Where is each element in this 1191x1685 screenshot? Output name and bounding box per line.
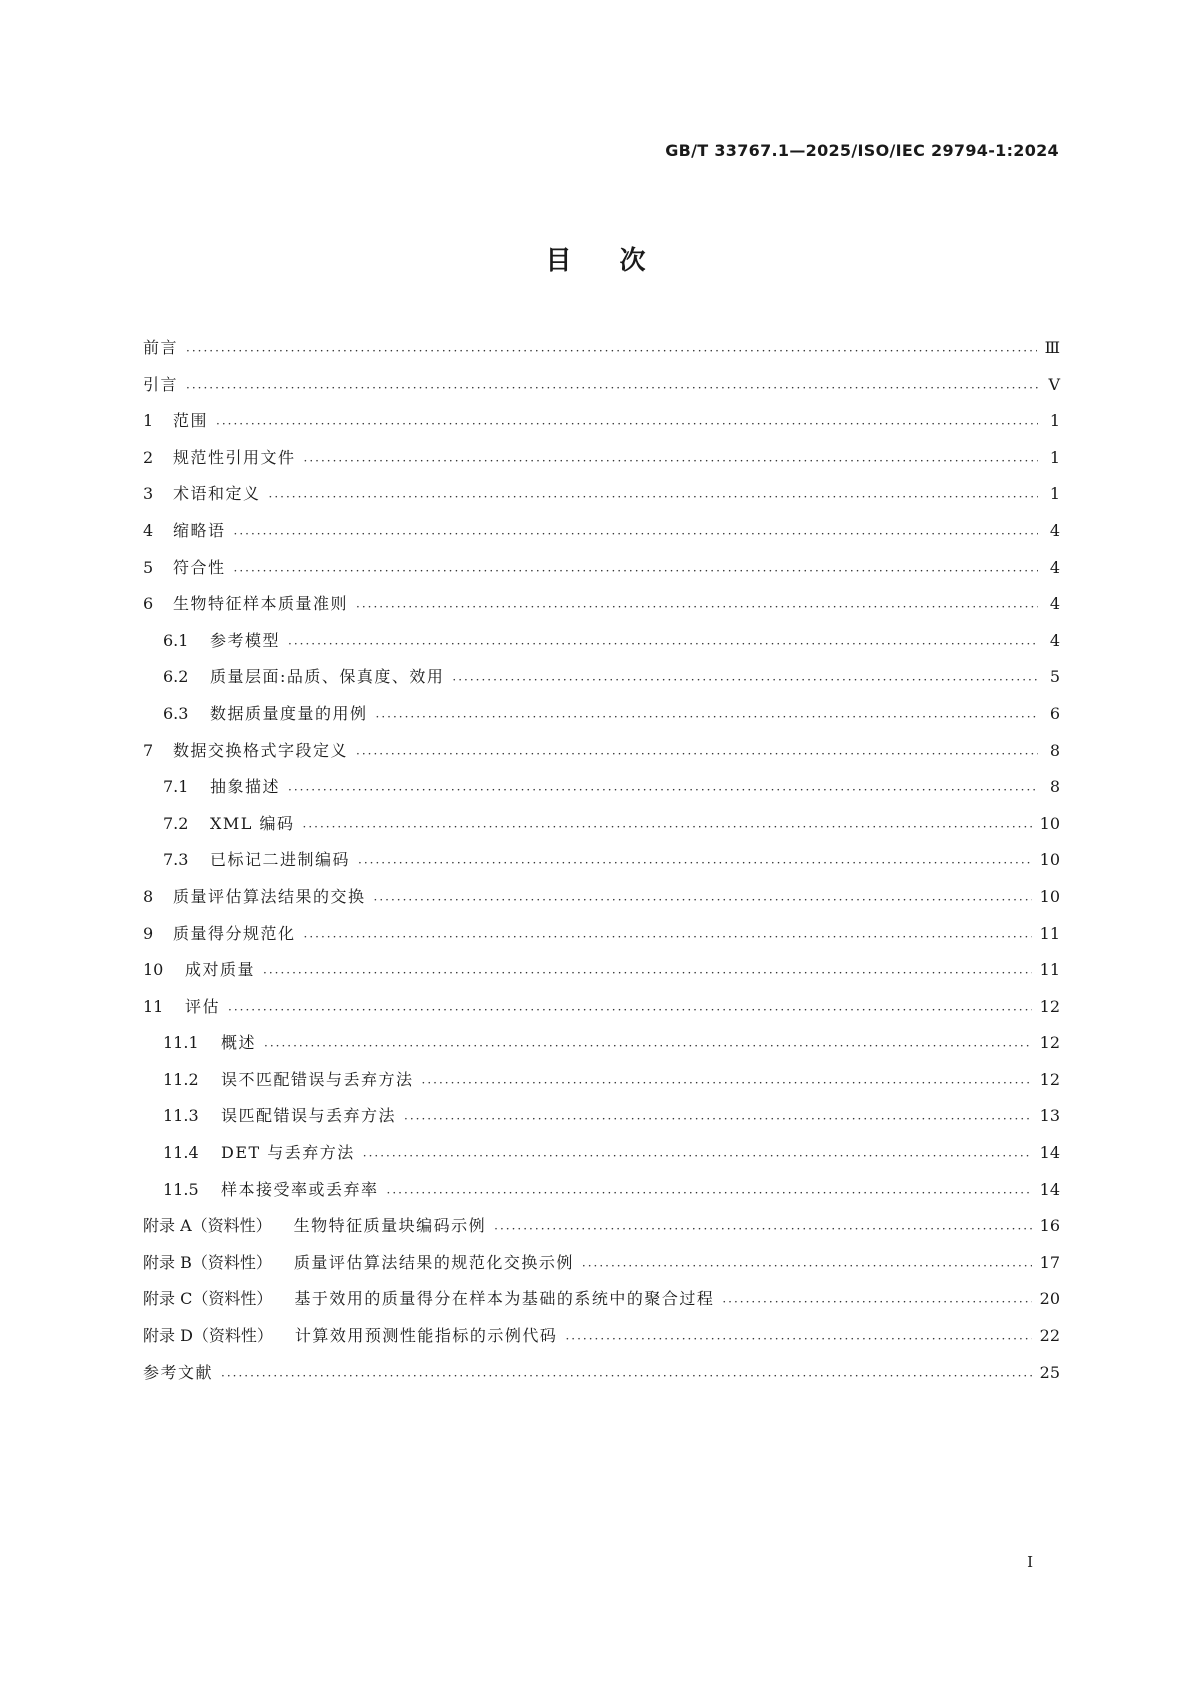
toc-entry-number: 附录 A（资料性）: [143, 1216, 272, 1236]
toc-entry-page: 8: [1049, 740, 1060, 760]
toc-entry-label: 范围: [173, 411, 209, 431]
toc-entry-label: 符合性: [173, 557, 226, 577]
table-of-contents: [143, 335, 1060, 1396]
dot-leader: [582, 1255, 1032, 1271]
toc-entry[interactable]: [143, 372, 1060, 409]
toc-entry[interactable]: [143, 1286, 1060, 1323]
toc-entry[interactable]: [143, 1177, 1060, 1214]
dot-leader: [288, 633, 1038, 649]
toc-entry-number: 6: [143, 594, 154, 614]
toc-entry-number: 6.3: [163, 703, 189, 723]
toc-entry[interactable]: [143, 555, 1060, 592]
toc-entry-label: 缩略语: [173, 520, 226, 540]
toc-entry-label: 误不匹配错误与丢弃方法: [221, 1069, 414, 1089]
toc-entry[interactable]: [143, 445, 1060, 482]
toc-entry-label: 规范性引用文件: [173, 447, 296, 467]
toc-entry-page: 8: [1049, 777, 1060, 797]
toc-entry-page: 13: [1039, 1106, 1060, 1126]
dot-leader: [264, 1035, 1032, 1051]
toc-entry-number: 7.2: [163, 813, 189, 833]
dot-leader: [722, 1291, 1031, 1307]
toc-entry[interactable]: [143, 921, 1060, 958]
toc-entry[interactable]: [143, 811, 1060, 848]
toc-entry-page: 12: [1039, 1033, 1060, 1053]
toc-entry-number: 11: [143, 996, 164, 1016]
toc-entry-label: 误匹配错误与丢弃方法: [221, 1106, 397, 1126]
dot-leader: [304, 926, 1032, 942]
toc-entry-label: 计算效用预测性能指标的示例代码: [294, 1326, 558, 1346]
dot-leader: [565, 1328, 1031, 1344]
dot-leader: [404, 1108, 1032, 1124]
toc-entry-page: 11: [1039, 960, 1060, 980]
toc-entry-number: 4: [143, 520, 154, 540]
dot-leader: [376, 706, 1038, 722]
toc-entry-label: 基于效用的质量得分在样本为基础的系统中的聚合过程: [294, 1289, 715, 1309]
dot-leader: [221, 1365, 1032, 1381]
toc-entry-number: 7: [143, 740, 154, 760]
dot-leader: [356, 596, 1038, 612]
toc-entry-number: 7.1: [163, 777, 189, 797]
dot-leader: [494, 1218, 1031, 1234]
toc-entry-label: 术语和定义: [173, 484, 261, 504]
toc-entry-page: 5: [1049, 667, 1060, 687]
dot-leader: [288, 779, 1038, 795]
toc-entry-label: 数据质量度量的用例: [210, 703, 368, 723]
toc-entry[interactable]: [143, 518, 1060, 555]
toc-entry-page: 10: [1039, 813, 1060, 833]
toc-entry-number: 10: [143, 960, 164, 980]
toc-entry-page: 17: [1039, 1252, 1060, 1272]
toc-entry-label: 参考文献: [143, 1362, 214, 1382]
toc-entry-page: 1: [1049, 484, 1060, 504]
toc-entry-page: 4: [1049, 594, 1060, 614]
page-title: 目次: [545, 246, 694, 276]
toc-entry-number: 11.2: [163, 1069, 199, 1089]
toc-entry-page: 20: [1039, 1289, 1060, 1309]
toc-entry[interactable]: [143, 847, 1060, 884]
toc-entry[interactable]: [143, 884, 1060, 921]
toc-entry[interactable]: [143, 335, 1060, 372]
dot-leader: [304, 450, 1038, 466]
toc-entry-number: 8: [143, 886, 154, 906]
toc-entry-number: 6.2: [163, 667, 189, 687]
toc-entry-number: 9: [143, 923, 154, 943]
toc-entry-page: 1: [1049, 447, 1060, 467]
toc-entry-page: 22: [1039, 1326, 1060, 1346]
toc-entry-label: 数据交换格式字段定义: [173, 740, 349, 760]
toc-entry[interactable]: [143, 1030, 1060, 1067]
toc-entry-number: 6.1: [163, 630, 189, 650]
dot-leader: [356, 743, 1038, 759]
dot-leader: [374, 889, 1032, 905]
toc-entry[interactable]: [143, 1360, 1060, 1397]
toc-entry-page: Ⅲ: [1044, 338, 1060, 357]
toc-entry-label: 成对质量: [185, 960, 256, 980]
toc-entry-number: 5: [143, 557, 154, 577]
toc-entry-page: 14: [1039, 1143, 1060, 1163]
toc-entry-label: 质量得分规范化: [173, 923, 296, 943]
toc-entry-number: 11.3: [163, 1106, 199, 1126]
toc-entry-page: 4: [1049, 630, 1060, 650]
toc-entry-number: 2: [143, 447, 154, 467]
toc-entry-page: 10: [1039, 886, 1060, 906]
dot-leader: [269, 486, 1038, 502]
standard-code: GB/T 33767.1—2025/ISO/IEC 29794-1:2024: [665, 141, 1059, 160]
dot-leader: [452, 669, 1038, 685]
toc-entry-number: 附录 B（资料性）: [143, 1252, 272, 1272]
dot-leader: [358, 852, 1032, 868]
toc-entry-number: 附录 D（资料性）: [143, 1326, 273, 1346]
toc-entry[interactable]: [143, 1323, 1060, 1360]
toc-entry-label: 参考模型: [210, 630, 281, 650]
toc-entry-page: 11: [1039, 923, 1060, 943]
toc-entry-page: 12: [1039, 1069, 1060, 1089]
toc-entry-page: 10: [1039, 850, 1060, 870]
toc-entry-page: 6: [1049, 703, 1060, 723]
toc-entry[interactable]: [143, 1067, 1060, 1104]
toc-entry[interactable]: [143, 957, 1060, 994]
toc-entry-label: 生物特征质量块编码示例: [293, 1216, 487, 1236]
toc-entry[interactable]: [143, 1140, 1060, 1177]
toc-entry[interactable]: [143, 701, 1060, 738]
dot-leader: [186, 340, 1037, 356]
toc-entry-number: 11.4: [163, 1143, 199, 1163]
toc-entry-label: 前言: [143, 338, 179, 357]
toc-entry[interactable]: [143, 408, 1060, 445]
toc-entry-label: 生物特征样本质量准则: [173, 594, 349, 614]
toc-entry[interactable]: [143, 628, 1060, 665]
dot-leader: [234, 523, 1038, 539]
dot-leader: [228, 999, 1032, 1015]
toc-entry[interactable]: [143, 994, 1060, 1031]
toc-entry[interactable]: [143, 591, 1060, 628]
toc-entry-number: 附录 C（资料性）: [143, 1289, 273, 1309]
toc-entry[interactable]: [143, 481, 1060, 518]
toc-entry[interactable]: [143, 1250, 1060, 1287]
toc-entry-page: 25: [1039, 1362, 1060, 1382]
toc-entry[interactable]: [143, 664, 1060, 701]
toc-entry[interactable]: [143, 738, 1060, 775]
toc-entry-page: 12: [1039, 996, 1060, 1016]
toc-entry-label: 抽象描述: [210, 777, 281, 797]
toc-entry[interactable]: [143, 1213, 1060, 1250]
toc-entry-page: 16: [1039, 1216, 1060, 1236]
toc-entry-label: XML 编码: [210, 813, 295, 833]
toc-entry-label: 质量评估算法结果的交换: [173, 886, 366, 906]
toc-entry-number: 11.1: [163, 1033, 199, 1053]
dot-leader: [263, 962, 1032, 978]
toc-entry-number: 11.5: [163, 1179, 199, 1199]
dot-leader: [303, 816, 1032, 832]
dot-leader: [387, 1182, 1032, 1198]
toc-entry-number: 1: [143, 411, 154, 431]
toc-entry-label: 引言: [143, 374, 179, 394]
dot-leader: [363, 1145, 1032, 1161]
toc-entry-page: 14: [1039, 1179, 1060, 1199]
toc-entry-page: Ⅴ: [1048, 374, 1060, 394]
toc-entry[interactable]: [143, 774, 1060, 811]
toc-entry-page: 1: [1049, 411, 1060, 431]
toc-entry-page: 4: [1049, 520, 1060, 540]
toc-entry-number: 7.3: [163, 850, 189, 870]
toc-entry[interactable]: [143, 1103, 1060, 1140]
dot-leader: [422, 1072, 1032, 1088]
toc-entry-label: 样本接受率或丢弃率: [221, 1179, 379, 1199]
toc-entry-page: 4: [1049, 557, 1060, 577]
toc-entry-label: 质量层面:品质、保真度、效用: [210, 667, 445, 687]
toc-entry-label: 质量评估算法结果的规范化交换示例: [293, 1252, 574, 1272]
toc-entry-label: 概述: [221, 1033, 257, 1053]
dot-leader: [216, 413, 1038, 429]
toc-entry-label: DET 与丢弃方法: [221, 1143, 355, 1163]
dot-leader: [186, 377, 1038, 393]
toc-entry-number: 3: [143, 484, 154, 504]
toc-entry-label: 评估: [185, 996, 221, 1016]
dot-leader: [234, 560, 1038, 576]
toc-entry-label: 已标记二进制编码: [210, 850, 351, 870]
page-number: Ⅰ: [1027, 1553, 1033, 1571]
